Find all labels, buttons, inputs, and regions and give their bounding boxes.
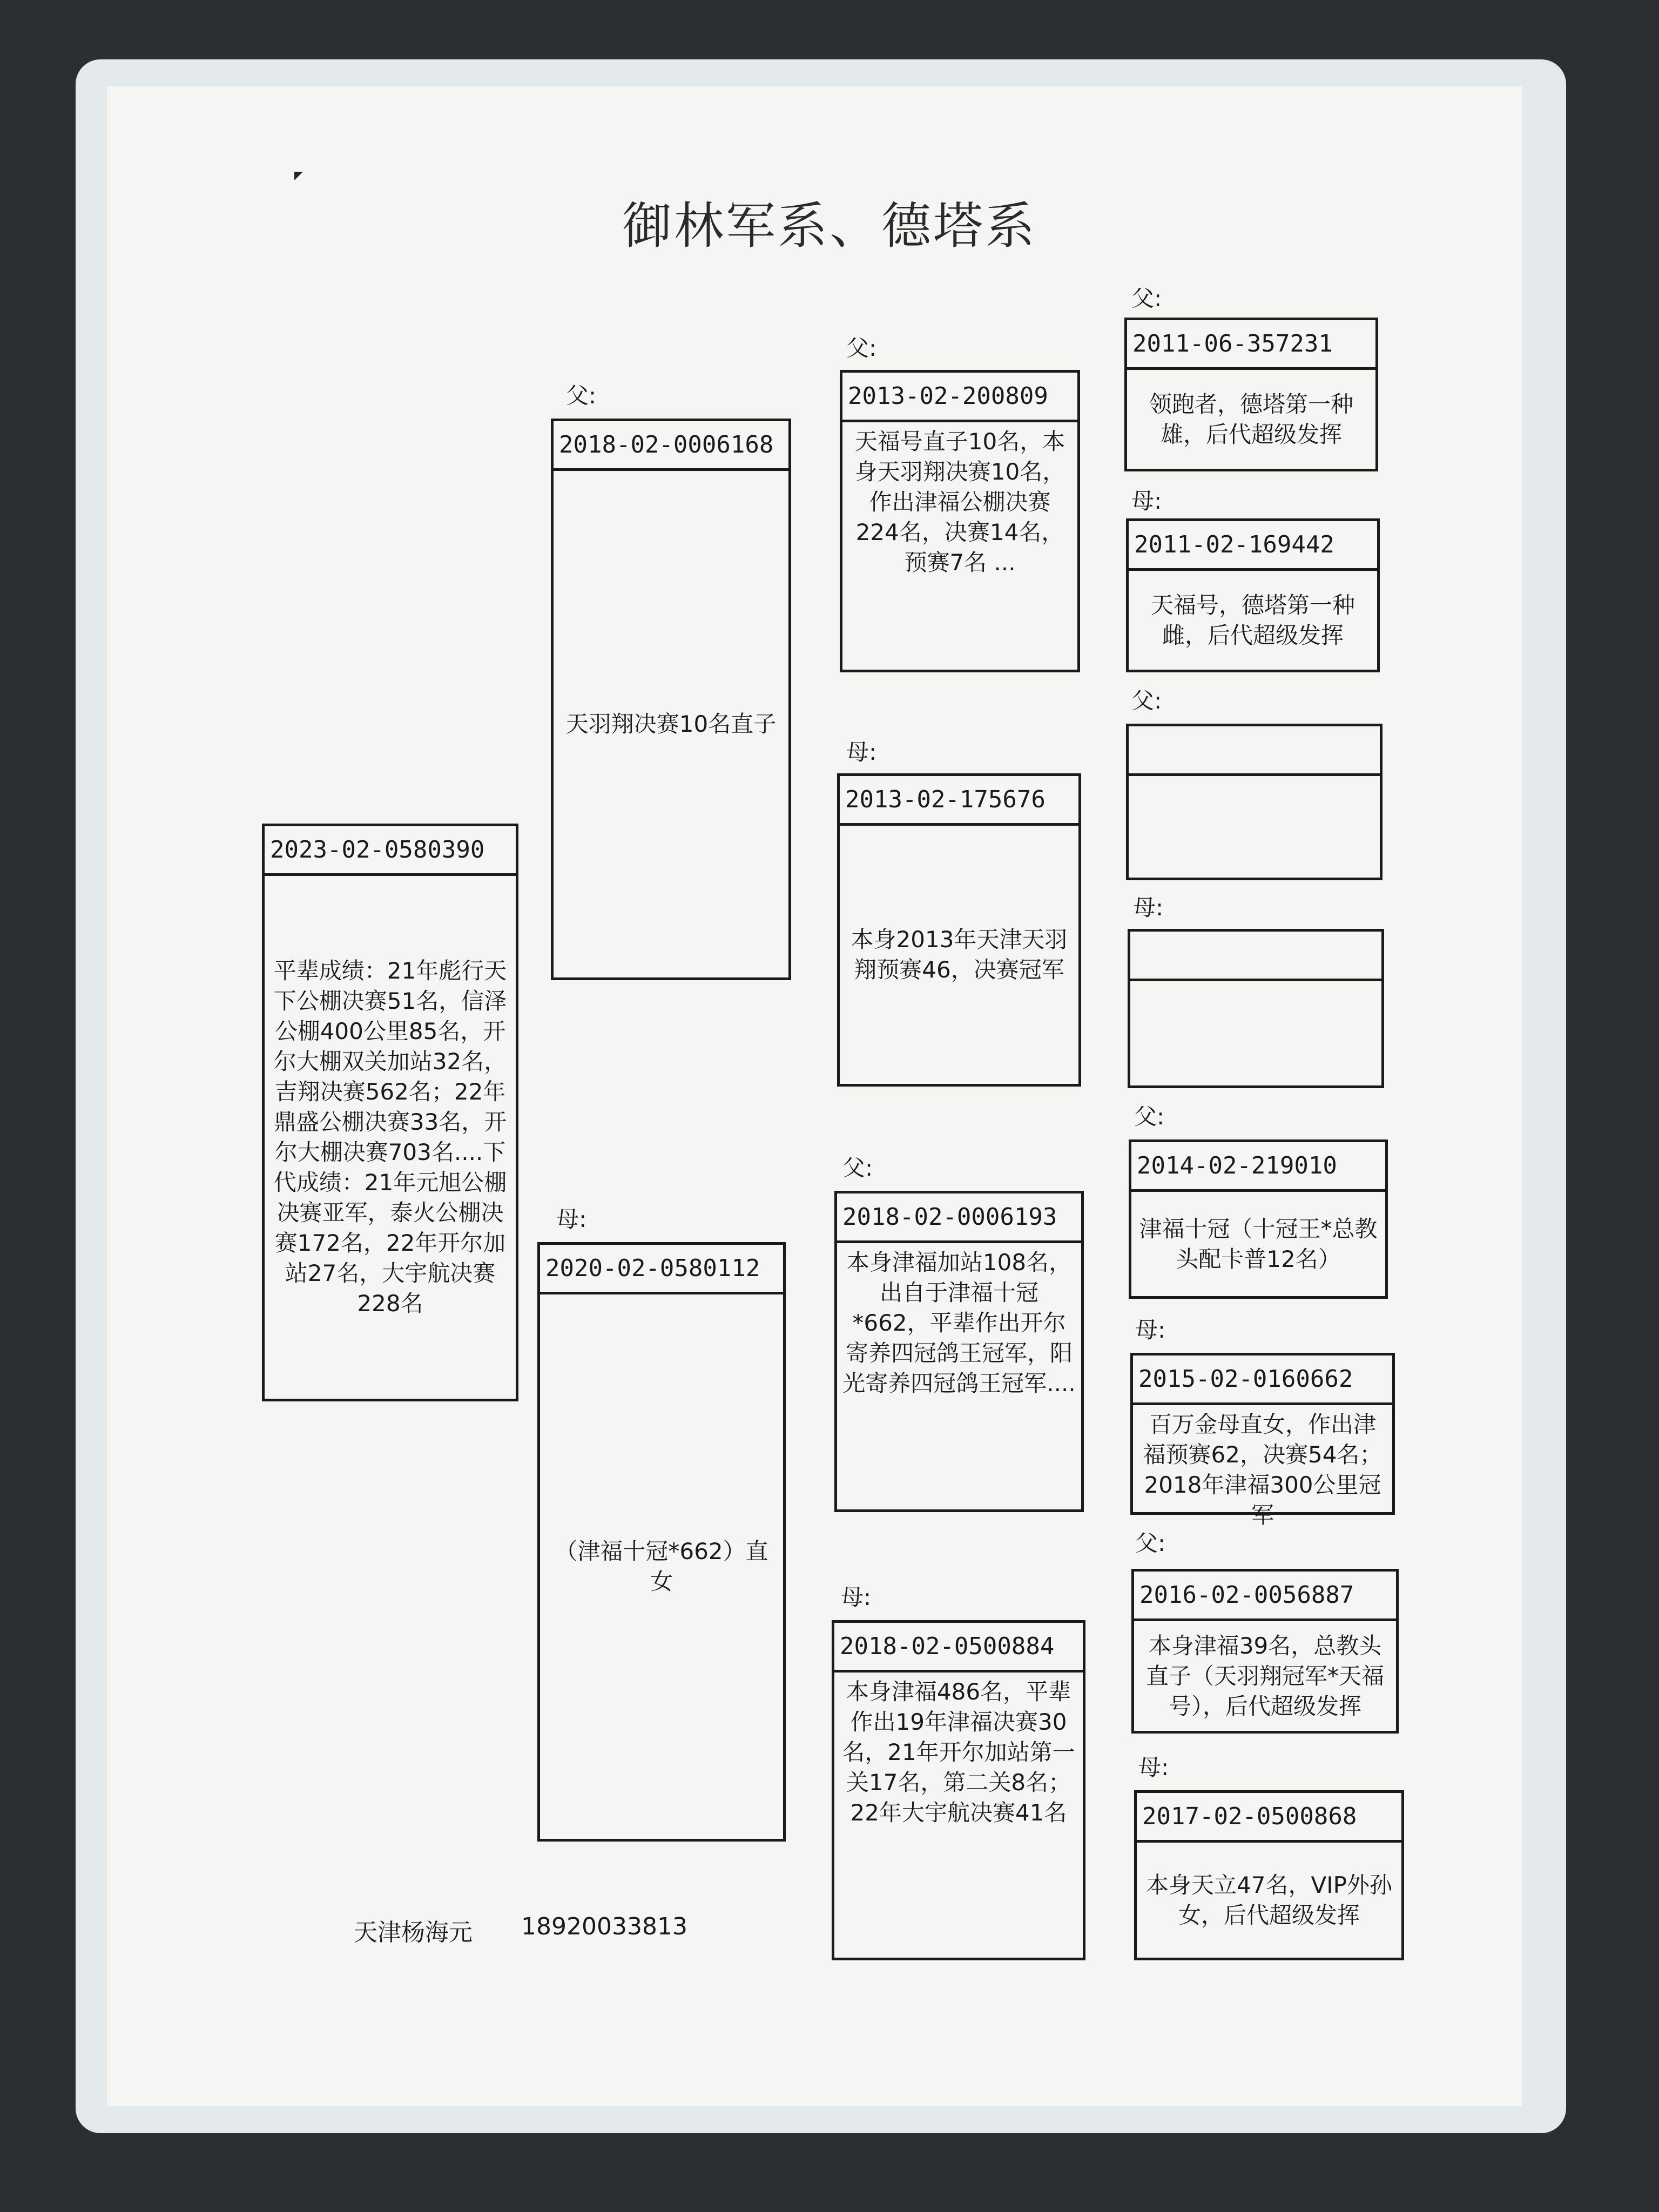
- ring-number: 2016-02-0056887: [1134, 1572, 1396, 1621]
- ring-number: 2018-02-0006193: [837, 1193, 1081, 1243]
- sire-sire-card: [840, 370, 1080, 672]
- ring-number: [1130, 932, 1381, 981]
- pigeon-description: 领跑者，德塔第一种雄，后代超级发挥: [1149, 390, 1353, 448]
- pigeon-description: 本身津福486名，平辈作出19年津福决赛30名，21年开尔加站第一关17名，第二关8名；22年大宇航决赛41名: [842, 1678, 1075, 1826]
- dam-sire-card: [834, 1191, 1084, 1512]
- father-label: 父:: [1134, 1103, 1165, 1130]
- corner-mark: [294, 172, 303, 180]
- ring-number: 2020-02-0580112: [540, 1245, 783, 1294]
- pigeon-description: 天福号，德塔第一种雌，后代超级发挥: [1150, 591, 1355, 649]
- sire-dam-card: [837, 773, 1081, 1087]
- pigeon-description: 平辈成绩：21年彪行天下公棚决赛51名，信泽公棚400公里85名，开尔大棚双关加站32名，吉翔决赛562名；22年鼎盛公棚决赛33名，开尔大棚决赛703名....下代成绩：21年元旭公棚决赛亚军，泰火公棚决赛172名，22年开尔加站27名，大宇航决赛228名: [273, 957, 507, 1317]
- mother-label: 母:: [1131, 488, 1162, 514]
- father-label: 父:: [566, 382, 597, 409]
- subject-card: [262, 824, 518, 1401]
- dd-sire-card: [1131, 1569, 1399, 1734]
- ds-sire-card: [1129, 1139, 1388, 1299]
- mother-label: 母:: [1138, 1754, 1169, 1781]
- ring-number: 2018-02-0006168: [554, 421, 788, 471]
- ring-number: [1129, 726, 1380, 776]
- ss-sire-card: [1124, 318, 1378, 471]
- mother-label: 母:: [846, 739, 877, 765]
- ring-number: 2023-02-0580390: [265, 826, 516, 876]
- ring-number: 2013-02-175676: [840, 776, 1078, 826]
- page-title: 御林军系、德塔系: [622, 197, 1037, 255]
- father-label: 父:: [1131, 687, 1162, 714]
- dam-dam-card: [832, 1620, 1085, 1960]
- sd-dam-card: [1128, 929, 1384, 1088]
- pigeon-description: 本身2013年天津天羽翔预赛46，决赛冠军: [851, 926, 1068, 983]
- father-label: 父:: [842, 1155, 873, 1181]
- ring-number: 2015-02-0160662: [1133, 1355, 1392, 1405]
- pigeon-description: 天福号直子10名，本身天羽翔决赛10名，作出津福公棚决赛224名，决赛14名，预赛7名 ...: [854, 428, 1065, 576]
- father-label: 父:: [1131, 285, 1162, 312]
- sire-card: [551, 419, 791, 980]
- pigeon-description: [1134, 776, 1374, 878]
- father-label: 父:: [1135, 1530, 1166, 1556]
- pigeon-description: 天羽翔决赛10名直子: [565, 711, 777, 737]
- dam-card: [537, 1242, 786, 1842]
- pigeon-description: 本身天立47名，VIP外孙女，后代超级发挥: [1146, 1871, 1392, 1928]
- ring-number: 2018-02-0500884: [834, 1623, 1083, 1673]
- ring-number: 2014-02-219010: [1131, 1142, 1385, 1192]
- mother-label: 母:: [841, 1584, 872, 1610]
- pigeon-description: 百万金母直女，作出津福预赛62，决赛54名；2018年津福300公里冠军: [1143, 1411, 1382, 1528]
- pigeon-description: 津福十冠（十冠王*总教头配卡普12名）: [1139, 1215, 1378, 1272]
- sd-sire-card: [1126, 724, 1382, 880]
- pigeon-description: [1136, 981, 1376, 1085]
- ring-number: 2011-02-169442: [1129, 521, 1377, 571]
- pigeon-description: 本身津福加站108名，出自于津福十冠*662，平辈作出开尔寄养四冠鸽王冠军，阳光寄养四冠鸽王冠军....: [842, 1249, 1076, 1397]
- ring-number: 2017-02-0500868: [1137, 1793, 1401, 1843]
- breeder-phone: 18920033813: [521, 1913, 687, 1940]
- mother-label: 母:: [556, 1206, 587, 1232]
- father-label: 父:: [846, 335, 877, 361]
- ds-dam-card: [1130, 1353, 1395, 1528]
- pigeon-description: （津福十冠*662）直女: [555, 1538, 768, 1595]
- ss-dam-card: [1126, 518, 1380, 672]
- ring-number: 2011-06-357231: [1127, 320, 1375, 370]
- breeder-name: 天津杨海元: [354, 1919, 473, 1946]
- pigeon-description: 本身津福39名，总教头直子（天羽翔冠军*天福号），后代超级发挥: [1145, 1632, 1384, 1719]
- mother-label: 母:: [1135, 1317, 1166, 1343]
- ring-number: 2013-02-200809: [842, 373, 1077, 422]
- dd-dam-card: [1134, 1790, 1404, 1960]
- mother-label: 母:: [1133, 894, 1164, 921]
